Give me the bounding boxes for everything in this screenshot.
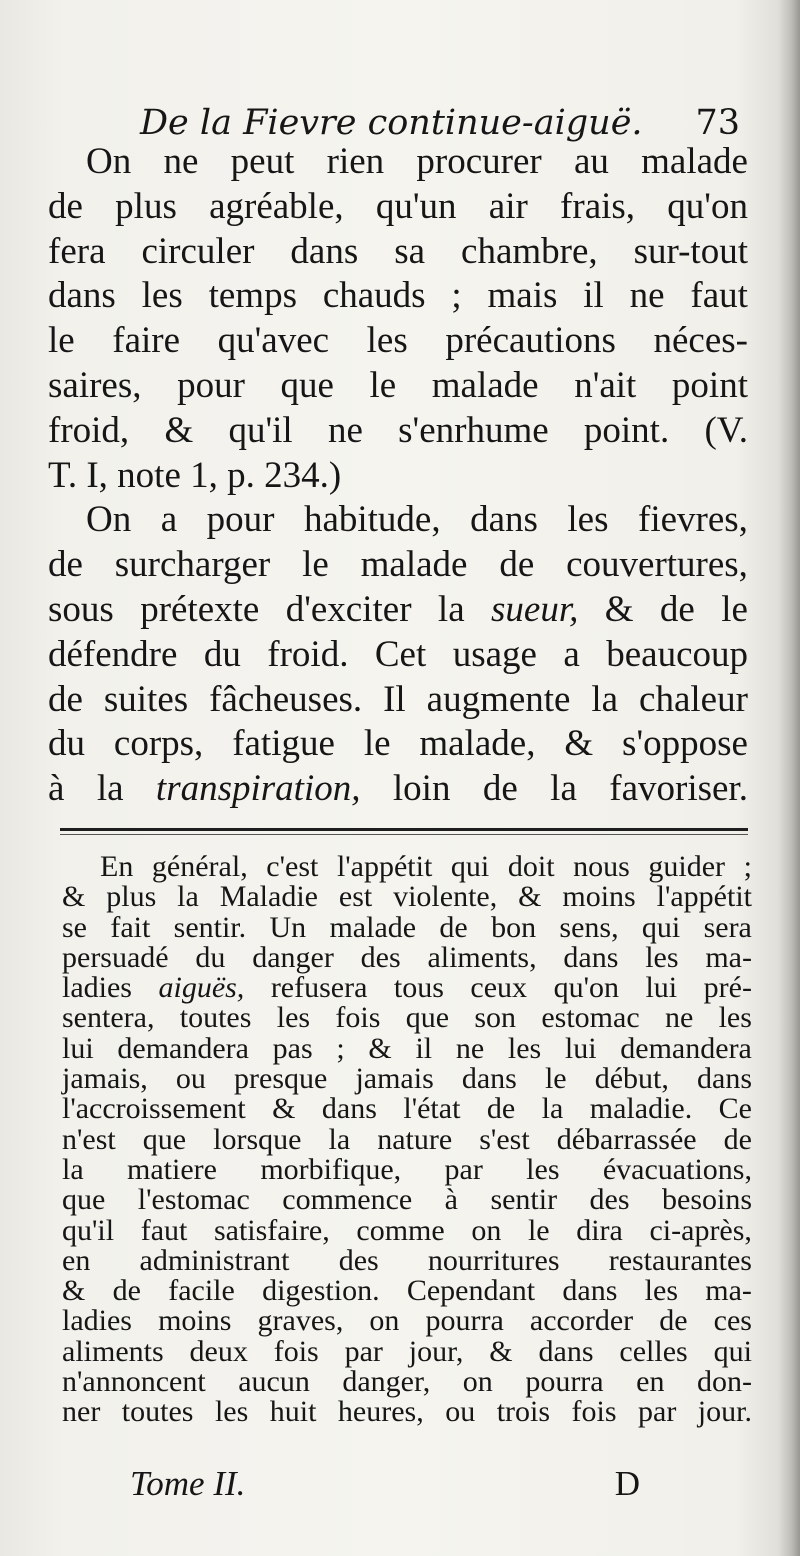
footnote-line: la matiere morbifique, par les évacuations, (62, 1152, 752, 1186)
footnote-rule (60, 828, 748, 831)
page-edge-shadow (778, 0, 800, 1556)
text-line: sous prétexte d'exciter la sueur, & de le (48, 588, 748, 630)
text-line: de surcharger le malade de couvertures, (48, 544, 748, 586)
text-line: dans les temps chauds ; mais il ne faut (48, 275, 748, 317)
footnote-line: sentera, toutes les fois que son estomac ne les (62, 1001, 752, 1035)
text-line: le faire qu'avec les précautions néces- (48, 320, 748, 362)
text-line: défendre du froid. Cet usage a beaucoup (48, 633, 748, 675)
footnote-line: en administrant des nourritures restaurantes (62, 1243, 752, 1277)
footnote-line: n'annoncent aucun danger, on pourra en don- (62, 1365, 752, 1399)
text-line: de plus agréable, qu'un air frais, qu'on (48, 185, 748, 227)
text-line: du corps, fatigue le malade, & s'oppose (48, 723, 748, 765)
footnote-line: ner toutes les huit heures, ou trois fois par jour. (62, 1395, 752, 1429)
text-line: T. I, note 1, p. 234.) (48, 454, 342, 496)
footnote-line: En général, c'est l'appétit qui doit nous guider ; (100, 850, 752, 883)
text-line: de suites fâcheuses. Il augmente la chaleur (48, 678, 748, 720)
footnote-line: jamais, ou presque jamais dans le début, dans (62, 1062, 752, 1096)
footnote-line: l'accroissement & dans l'état de la maladie. Ce (62, 1092, 752, 1126)
footnote-line: lui demandera pas ; & il ne les lui demandera (62, 1031, 752, 1065)
footnote-line: n'est que lorsque la nature s'est débarrassée de (62, 1122, 752, 1156)
footnote-line: & de facile digestion. Cependant dans les ma- (62, 1274, 752, 1308)
footnote-line: ladies moins graves, on pourra accorder de ces (62, 1304, 752, 1338)
text-line: On ne peut rien procurer au malade (86, 141, 748, 182)
text-line: saires, pour que le malade n'ait point (48, 364, 748, 406)
text-line: On a pour habitude, dans les fievres, (86, 499, 748, 541)
footnote-line: qu'il faut satisfaire, comme on le dira ci-après, (62, 1213, 752, 1247)
footnote-rule-thin (60, 834, 748, 835)
running-title: De la Fievre continue-aiguë. (140, 103, 643, 143)
volume-label: Tome II. (130, 1464, 246, 1503)
footnote-line: & plus la Maladie est violente, & moins l'appétit (62, 880, 752, 914)
footnote-line: se fait sentir. Un malade de bon sens, qui sera (62, 910, 752, 944)
text-line: à la transpiration, loin de la favoriser. (48, 768, 748, 810)
footnote-line: persuadé du danger des aliments, dans les ma- (62, 940, 752, 974)
page-number: 73 (695, 103, 740, 143)
footnote-line: ladies aiguës, refusera tous ceux qu'on lui pré- (62, 971, 752, 1005)
footnote-line: aliments deux fois par jour, & dans celles qui (62, 1334, 752, 1368)
text-line: froid, & qu'il ne s'enrhume point. (V. (48, 409, 748, 451)
page-footer (130, 1462, 640, 1506)
signature-mark: D (614, 1464, 640, 1503)
footnote-text (62, 852, 752, 1428)
footnote-line: que l'estomac commence à sentir des besoins (62, 1183, 752, 1217)
text-line: fera circuler dans sa chambre, sur-tout (48, 230, 748, 272)
main-text (48, 140, 748, 812)
